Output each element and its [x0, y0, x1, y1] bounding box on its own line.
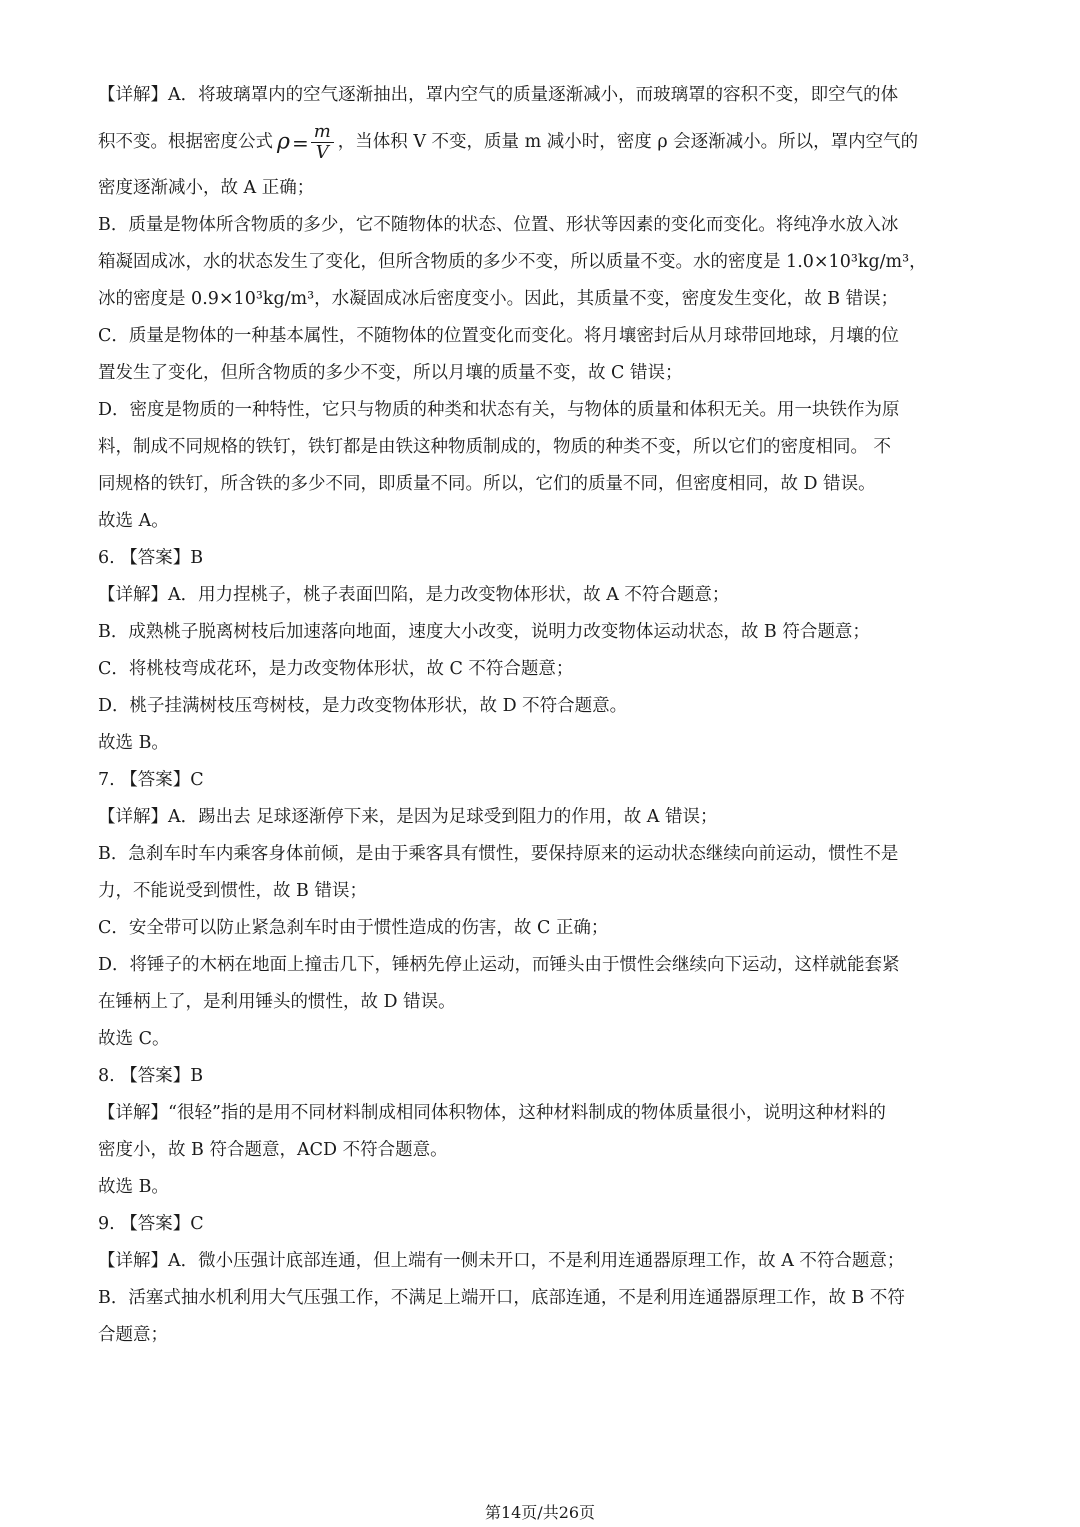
- text-segment: ，当体积 V 不变，质量 m 减小时，密度 ρ 会逐渐减小。所以，罩内空气的: [337, 132, 919, 152]
- text-line: B．成熟桃子脱离树枝后加速落向地面，速度大小改变，说明力改变物体运动状态，故 B 符合题意；: [98, 622, 870, 642]
- text-line: 故选 A。: [98, 511, 169, 531]
- answer-heading: 7. 【答案】C: [98, 770, 204, 790]
- text-line: 料，制成不同规格的铁钉，铁钉都是由铁这种物质制成的，物质的种类不变，所以它们的密度相同。 不: [98, 437, 892, 457]
- text-line: D．密度是物质的一种特性，它只与物质的种类和状态有关，与物体的质量和体积无关。用一块铁作为原: [98, 400, 900, 420]
- text-line: B．质量是物体所含物质的多少，它不随物体的状态、位置、形状等因素的变化而变化。将纯净水放入冰: [98, 215, 899, 235]
- text-line: 故选 B。: [98, 733, 169, 753]
- text-line: 在锤柄上了，是利用锤头的惯性，故 D 错误。: [98, 992, 456, 1012]
- formula-numerator: m: [311, 122, 334, 143]
- text-line: 冰的密度是 0.9×10³kg/m³，水凝固成冰后密度变小。因此，其质量不变，密度发生变化，故 B 错误；: [98, 289, 899, 309]
- text-segment: 积不变。根据密度公式: [98, 132, 273, 152]
- text-line: 【详解】“很轻”指的是用不同材料制成相同体积物体，这种材料制成的物体质量很小，说明这种材料的: [98, 1103, 886, 1123]
- text-line: B．活塞式抽水机利用大气压强工作，不满足上端开口，底部连通，不是利用连通器原理工作，故 B 不符: [98, 1288, 905, 1308]
- text-line-with-formula: [98, 114, 978, 170]
- formula-equals: =: [291, 130, 309, 155]
- answer-heading: 6. 【答案】B: [98, 548, 204, 568]
- text-line: C．质量是物体的一种基本属性，不随物体的位置变化而变化。将月壤密封后从月球带回地球，月壤的位: [98, 326, 899, 346]
- text-line: 故选 B。: [98, 1177, 169, 1197]
- text-line: D．桃子挂满树枝压弯树枝，是力改变物体形状，故 D 不符合题意。: [98, 696, 628, 716]
- text-line: 同规格的铁钉，所含铁的多少不同，即质量不同。所以，它们的质量不同，但密度相同，故 D 错误。: [98, 474, 876, 494]
- text-line: D．将锤子的木柄在地面上撞击几下，锤柄先停止运动，而锤头由于惯性会继续向下运动，这样就能套紧: [98, 955, 900, 975]
- text-line: 箱凝固成冰，水的状态发生了变化，但所含物质的多少不变，所以质量不变。水的密度是 1.0×10³kg/m³，: [98, 252, 927, 272]
- text-line: 合题意；: [98, 1325, 168, 1345]
- formula-rho: ρ: [277, 129, 290, 155]
- text-line: 密度逐渐减小，故 A 正确；: [98, 178, 315, 198]
- text-line: C．将桃枝弯成花环，是力改变物体形状，故 C 不符合题意；: [98, 659, 574, 679]
- text-line: 密度小，故 B 符合题意，ACD 不符合题意。: [98, 1140, 448, 1160]
- formula-denominator: V: [315, 142, 329, 164]
- text-line: 故选 C。: [98, 1029, 170, 1049]
- text-line: C．安全带可以防止紧急刹车时由于惯性造成的伤害，故 C 正确；: [98, 918, 609, 938]
- text-line: 【详解】A．用力捏桃子，桃子表面凹陷，是力改变物体形状，故 A 不符合题意；: [98, 585, 730, 605]
- text-line: 置发生了变化，但所含物质的多少不变，所以月壤的质量不变，故 C 错误；: [98, 363, 683, 383]
- text-line: 【详解】A．将玻璃罩内的空气逐渐抽出，罩内空气的质量逐渐减小，而玻璃罩的容积不变，即空气的体: [98, 85, 899, 105]
- answer-heading: 8. 【答案】B: [98, 1066, 204, 1086]
- text-line: 【详解】A．微小压强计底部连通，但上端有一侧未开口，不是利用连通器原理工作，故 A 不符合题意；: [98, 1251, 905, 1271]
- text-line: B．急刹车时车内乘客身体前倾，是由于乘客具有惯性，要保持原来的运动状态继续向前运动，惯性不是: [98, 844, 899, 864]
- text-line: 力，不能说受到惯性，故 B 错误；: [98, 881, 367, 901]
- answer-heading: 9. 【答案】C: [98, 1214, 204, 1234]
- text-line: 【详解】A．踢出去 足球逐渐停下来，是因为足球受到阻力的作用，故 A 错误；: [98, 807, 718, 827]
- document-body: [98, 77, 978, 1354]
- formula-fraction: [311, 122, 334, 163]
- density-formula: [277, 114, 334, 170]
- page-number: 第14页/共26页: [484, 1503, 596, 1522]
